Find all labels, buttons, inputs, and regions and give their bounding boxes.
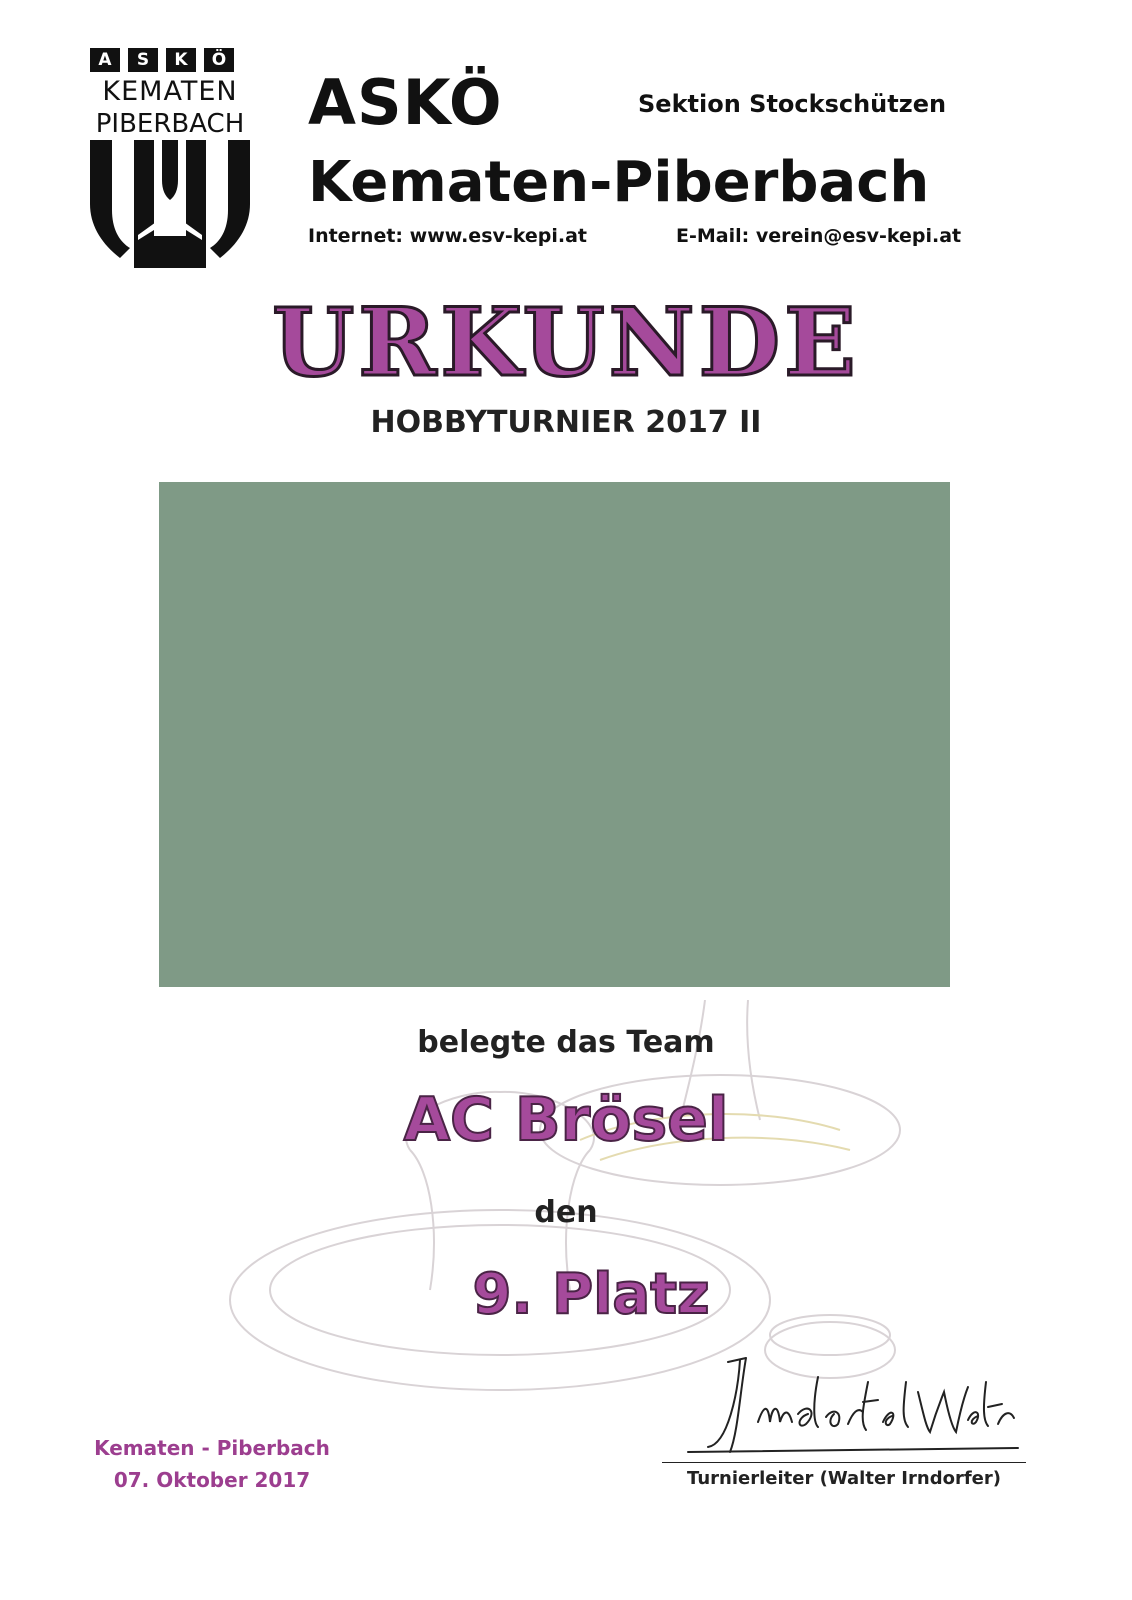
logo-letter-boxes [90, 48, 250, 74]
logo-letter: K [166, 48, 196, 72]
handwritten-signature [668, 1352, 1028, 1462]
logo-letter: A [90, 48, 120, 72]
logo-line-kematen: KEMATEN [102, 76, 238, 107]
logo-letter: S [128, 48, 158, 72]
den-text: den [534, 1195, 598, 1230]
certificate-title: URKUNDE [272, 288, 860, 398]
club-full-name: Kematen-Piberbach [308, 150, 930, 215]
signature-line [662, 1462, 1026, 1463]
email-line: E-Mail: verein@esv-kepi.at [676, 225, 962, 247]
section-name: Sektion Stockschützen [638, 90, 947, 118]
signature-label: Turnierleiter (Walter Irndorfer) [687, 1468, 1001, 1489]
logo-line-piberbach: PIBERBACH [95, 109, 245, 139]
team-name: AC Brösel [403, 1085, 729, 1155]
team-photo-placeholder [159, 482, 950, 987]
logo-letter: Ö [204, 48, 234, 72]
tournament-name: HOBBYTURNIER 2017 II [370, 405, 762, 440]
shield-emblem-icon [90, 140, 250, 270]
club-short-name: ASKÖ [308, 66, 503, 139]
placed-text: belegte das Team [417, 1025, 715, 1060]
placement: 9. Platz [472, 1262, 710, 1327]
club-logo [90, 48, 250, 273]
footer-city: Kematen - Piberbach [94, 1436, 330, 1460]
website-line: Internet: www.esv-kepi.at [308, 225, 588, 247]
footer-date: 07. Oktober 2017 [113, 1468, 311, 1492]
